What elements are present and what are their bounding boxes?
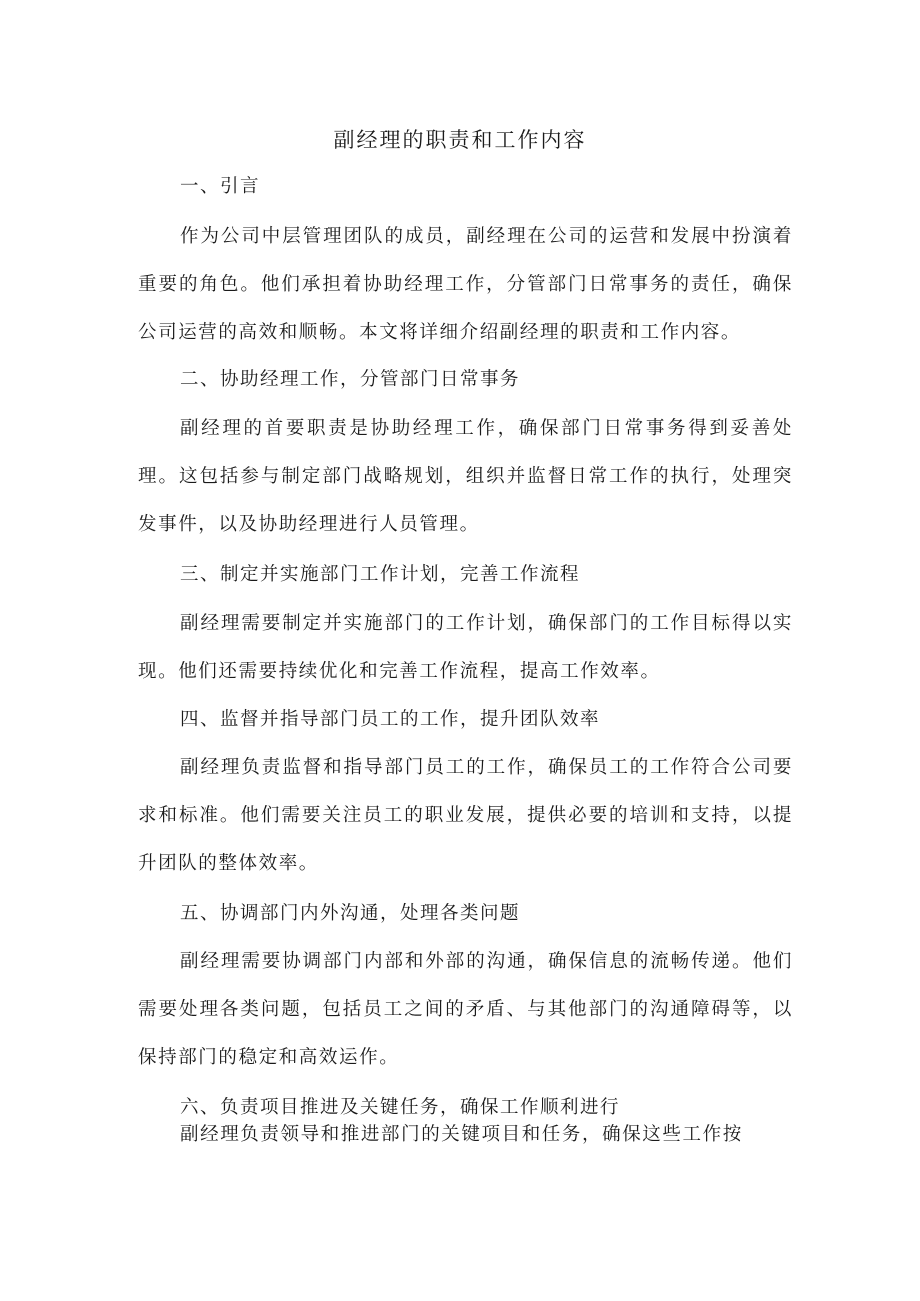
section-body-1: 作为公司中层管理团队的成员，副经理在公司的运营和发展中扮演着重要的角色。他们承担着协助经理工作，分管部门日常事务的责任，确保公司运营的高效和顺畅。本文将详细介绍副经理的职责和工作内容。	[138, 226, 793, 343]
section-heading-2: 二、协助经理工作，分管部门日常事务	[180, 369, 521, 390]
section-body-4: 副经理负责监督和指导部门员工的工作，确保员工的工作符合公司要求和标准。他们需要关注员工的职业发展，提供必要的培训和支持，以提升团队的整体效率。	[138, 757, 793, 874]
section-body-6: 副经理负责领导和推进部门的关键项目和任务，确保这些工作按	[180, 1124, 743, 1145]
section-heading-1: 一、引言	[180, 176, 261, 197]
section-heading-4: 四、监督并指导部门员工的工作，提升团队效率	[180, 709, 601, 730]
document-title: 副经理的职责和工作内容	[333, 128, 587, 152]
section-heading-6: 六、负责项目推进及关键任务，确保工作顺利进行	[180, 1097, 621, 1118]
section-heading-3: 三、制定并实施部门工作计划，完善工作流程	[180, 564, 581, 585]
section-body-2: 副经理的首要职责是协助经理工作，确保部门日常事务得到妥善处理。这包括参与制定部门战略规划，组织并监督日常工作的执行，处理突发事件，以及协助经理进行人员管理。	[138, 418, 793, 535]
section-body-3: 副经理需要制定并实施部门的工作计划，确保部门的工作目标得以实现。他们还需要持续优化和完善工作流程，提高工作效率。	[138, 613, 793, 682]
section-body-5: 副经理需要协调部门内部和外部的沟通，确保信息的流畅传递。他们需要处理各类问题，包括员工之间的矛盾、与其他部门的沟通障碍等，以保持部门的稳定和高效运作。	[138, 951, 793, 1068]
section-heading-5: 五、协调部门内外沟通，处理各类问题	[180, 903, 521, 924]
